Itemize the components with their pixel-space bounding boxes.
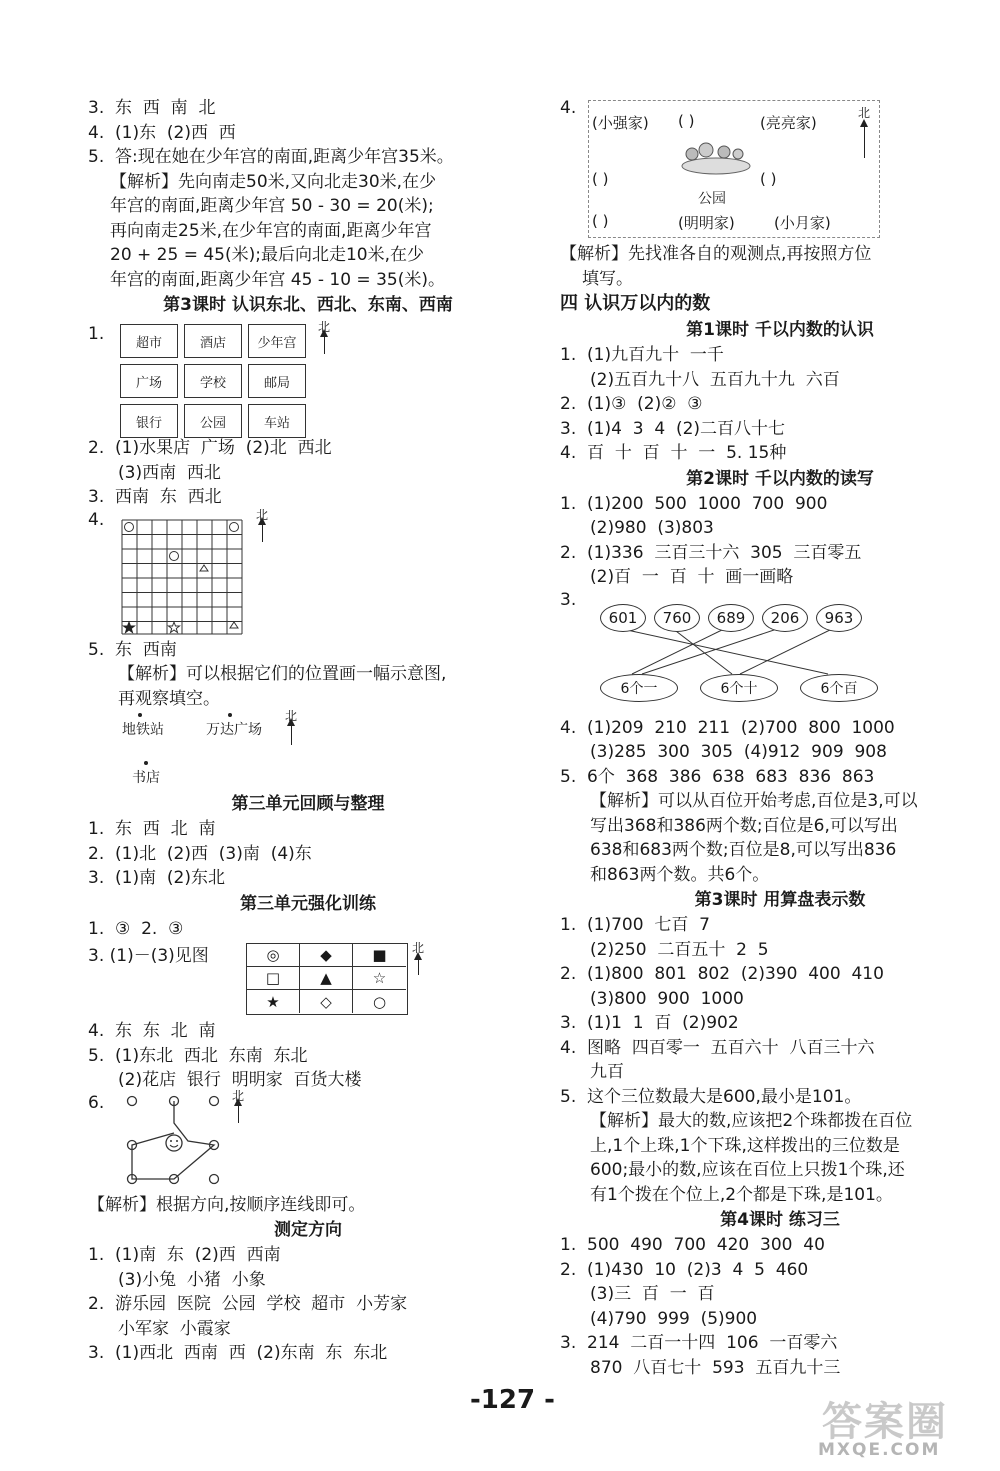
grid-place-cell: 学校 (184, 364, 242, 398)
answer-line: 2. (1)水果店 广场 (2)北 西北 (88, 438, 332, 458)
question-number: 3. (560, 589, 577, 610)
answer-line: 小军家 小霞家 (118, 1318, 231, 1339)
north-label: 北 (412, 941, 425, 955)
answer-line: 870 八百七十 593 五百九十三 (590, 1357, 841, 1378)
house-map-question (560, 96, 1000, 242)
analysis-line: 年宫的南面,距离少年宫 45 - 10 = 35(米)。 (110, 269, 445, 290)
answer-line: 4. 百 十 百 十 一 5. 15种 (560, 443, 787, 463)
route-diagram (88, 1088, 528, 1193)
grid-place-cell: 车站 (248, 404, 306, 438)
star-icon (124, 622, 135, 633)
circle-icon (125, 522, 134, 531)
circle-icon (230, 522, 239, 531)
answer-line: 3. (1)－(3)见图 (88, 946, 209, 966)
answer-line: (3)800 900 1000 (590, 988, 744, 1009)
grid-place-cell: 少年宫 (248, 324, 306, 358)
answer-line: (2)五百九十八 五百九十九 六百 (590, 369, 840, 390)
answer-line: 1. (1)200 500 1000 700 900 (560, 493, 828, 514)
grid-board-question (88, 507, 528, 638)
answer-line: 2. (1)336 三百三十六 305 三百零五 (560, 542, 862, 563)
analysis-line: 【解析】根据方向,按顺序连线即可。 (88, 1194, 366, 1215)
answer-line: 3. (1)4 3 4 (2)二百八十七 (560, 418, 786, 439)
answer-line: 2. (1)430 10 (2)3 4 5 460 (560, 1259, 809, 1280)
analysis-line: 写出368和386两个数;百位是6,可以写出 (590, 815, 898, 836)
place-value-leaf: 6个十 (700, 674, 778, 702)
park-label: 公园 (698, 191, 726, 207)
unit-heading: 第三单元强化训练 (240, 893, 376, 914)
analysis-line: 再向南走25米,在少年宫的南面,距离少年宫 (110, 220, 432, 241)
grid-place-cell: 公园 (184, 404, 242, 438)
analysis-line: 【解析】最大的数,应该把2个珠都拨在百位 (590, 1111, 913, 1131)
lesson-heading: 第3课时 认识东北、西北、东南、西南 (163, 295, 453, 315)
answer-line: 1. 500 490 700 420 300 40 (560, 1235, 825, 1255)
answer-line: 5. 东 西南 (88, 639, 177, 660)
number-bubble: 963 (816, 604, 862, 632)
triangle-icon (230, 622, 238, 628)
grid-place-cell: 邮局 (248, 364, 306, 398)
answer-line: 1. 东 西 北 南 (88, 819, 216, 839)
point-icon (228, 713, 232, 717)
answer-line: (4)790 999 (5)900 (590, 1308, 758, 1329)
lesson-heading: 第3课时 用算盘表示数 (694, 890, 866, 910)
place-value-leaf: 6个一 (600, 674, 678, 702)
number-bubble: 689 (708, 604, 754, 632)
answer-line: 5. 答:现在她在少年宫的南面,距离少年宫35米。 (88, 147, 454, 167)
shape-cell: ☆ (353, 967, 406, 990)
map-grid-question (88, 318, 528, 436)
home-label: (小强家) (592, 114, 649, 132)
grid-place-cell: 银行 (120, 404, 178, 438)
analysis-line: 20 + 25 = 45(米);最后向北走10米,在少 (110, 245, 425, 265)
shape-cell: ◆ (300, 944, 353, 967)
unit-heading: 测定方向 (274, 1220, 342, 1240)
place-label: 书店 (132, 770, 160, 786)
answer-line: 4. (1)209 210 211 (2)700 800 1000 (560, 717, 895, 738)
star-icon (169, 622, 180, 633)
answer-line: 3. 214 二百一十四 106 一百零六 (560, 1333, 838, 1353)
answer-line: 3. 东 西 南 北 (88, 98, 216, 118)
chapter-heading: 四 认识万以内的数 (560, 293, 711, 314)
lesson-heading: 第1课时 千以内数的认识 (686, 320, 874, 340)
answer-line: 4. (1)东 (2)西 西 (88, 122, 236, 143)
north-arrow-icon (291, 725, 292, 745)
analysis-line: 【解析】可以从百位开始考虑,百位是3,可以 (590, 791, 918, 811)
grid-place-cell: 超市 (120, 324, 178, 358)
triangle-icon (200, 565, 208, 571)
point-icon (138, 713, 142, 717)
watermark-url: MXQE.COM (818, 1440, 941, 1460)
analysis-line: 【解析】可以根据它们的位置画一幅示意图, (118, 664, 447, 684)
answer-line: (3)285 300 305 (4)912 909 908 (590, 742, 887, 762)
analysis-line: 年宫的南面,距离少年宫 50 - 30 = 20(米); (110, 196, 434, 216)
grid-board (120, 518, 244, 636)
sketch-map (88, 711, 528, 791)
answer-line: 2. 游乐园 医院 公园 学校 超市 小芳家 (88, 1294, 408, 1314)
answer-line: (2)百 一 百 十 画一画略 (590, 567, 794, 587)
north-label: 北 (318, 320, 331, 334)
blank-label: ( ) (592, 212, 609, 230)
answer-line: (3)三 百 一 百 (590, 1284, 715, 1304)
home-label: (小月家) (774, 214, 831, 232)
north-label: 北 (256, 507, 269, 522)
answer-line: 2. (1)③ (2)② ③ (560, 394, 703, 414)
answer-line: 3. (1)1 1 百 (2)902 (560, 1013, 739, 1033)
blank-label: ( ) (678, 112, 695, 130)
question-number: 1. (88, 324, 105, 344)
page-number: -127 - (470, 1385, 555, 1415)
place-label: 万达广场 (206, 722, 262, 738)
analysis-line: 638和683两个数;百位是8,可以写出836 (590, 840, 897, 860)
number-bubble: 760 (654, 604, 700, 632)
north-arrow-icon (418, 959, 419, 975)
answer-line: (2)980 (3)803 (590, 518, 714, 538)
right-column (560, 96, 1000, 1380)
answer-line: 1. (1)南 东 (2)西 西南 (88, 1245, 281, 1265)
analysis-line: 【解析】先找准各自的观测点,再按照方位 (560, 244, 872, 264)
shape-cell: ◎ (247, 944, 300, 967)
unit-heading: 第三单元回顾与整理 (231, 794, 385, 814)
north-label: 北 (858, 106, 871, 120)
north-label: 北 (285, 709, 298, 723)
answer-line: 3. (1)西北 西南 西 (2)东南 东 东北 (88, 1343, 388, 1363)
answer-line: (2)花店 银行 明明家 百货大楼 (118, 1070, 362, 1090)
answer-line: 2. (1)800 801 802 (2)390 400 410 (560, 964, 884, 984)
north-arrow-icon (864, 126, 865, 158)
question-number: 4. (88, 509, 105, 530)
shape-cell: ★ (247, 990, 300, 1013)
answer-line: (3)小兔 小猪 小象 (118, 1269, 266, 1290)
analysis-line: 600;最小的数,应该在百位上只拨1个珠,还 (590, 1160, 905, 1180)
shape-grid (246, 943, 408, 1015)
answer-line: (3)西南 西北 (118, 462, 221, 483)
park-icon (676, 138, 756, 176)
lesson-heading: 第2课时 千以内数的读写 (686, 468, 874, 489)
blank-label: ( ) (760, 170, 777, 188)
answer-line: 4. 图略 四百零一 五百六十 八百三十六 (560, 1037, 875, 1058)
question-number: 6. (88, 1092, 105, 1113)
place-value-leaf: 6个百 (800, 674, 878, 702)
answer-line: 5. 6个 368 386 638 683 836 863 (560, 766, 875, 787)
north-arrow-icon (238, 1105, 239, 1123)
answer-line: 4. 东 东 北 南 (88, 1021, 216, 1041)
analysis-line: 和863两个数。共6个。 (590, 864, 770, 885)
place-label: 地铁站 (122, 722, 164, 738)
shape-cell: ◇ (300, 990, 353, 1013)
analysis-line: 有1个拨在个位上,2个都是下珠,是101。 (590, 1184, 893, 1205)
shape-cell: ▲ (300, 967, 353, 990)
north-arrow-icon (324, 336, 325, 354)
answer-line: (2)250 二百五十 2 5 (590, 939, 769, 960)
analysis-line: 填写。 (582, 268, 633, 289)
home-label: (亮亮家) (760, 114, 817, 132)
answer-line: 3. 西南 东 西北 (88, 487, 222, 507)
lesson-heading: 第4课时 练习三 (720, 1210, 840, 1230)
watermark: 答案圈 (822, 1399, 948, 1445)
north-arrow-icon (262, 524, 263, 542)
north-label: 北 (232, 1088, 245, 1103)
question-number: 4. (560, 98, 577, 118)
shape-cell: □ (247, 967, 300, 990)
answer-line: 2. (1)北 (2)西 (3)南 (4)东 (88, 843, 312, 864)
analysis-line: 再观察填空。 (118, 688, 220, 709)
number-bubble: 601 (600, 604, 646, 632)
blank-label: ( ) (592, 170, 609, 188)
shape-grid-question (88, 941, 528, 1019)
left-column (88, 96, 528, 1366)
home-label: (明明家) (678, 214, 735, 232)
shape-cell: ■ (353, 944, 406, 967)
analysis-line: 【解析】先向南走50米,又向北走30米,在少 (110, 171, 437, 192)
answer-line: 九百 (590, 1062, 624, 1082)
circle-icon (170, 551, 179, 560)
answer-line: 5. (1)东北 西北 东南 东北 (88, 1045, 308, 1066)
answer-line: 5. 这个三位数最大是600,最小是101。 (560, 1086, 862, 1107)
shape-cell: ○ (372, 992, 387, 1011)
matching-question (560, 590, 1000, 716)
answer-line: 1. (1)九百九十 一千 (560, 345, 724, 365)
grid-place-cell: 广场 (120, 364, 178, 398)
grid-place-cell: 酒店 (184, 324, 242, 358)
analysis-line: 上,1个上珠,1个下珠,这样拨出的三位数是 (590, 1135, 900, 1156)
route-lines (118, 1093, 228, 1189)
answer-line: 3. (1)南 (2)东北 (88, 868, 225, 888)
point-icon (144, 761, 148, 765)
answer-line: 1. (1)700 七百 7 (560, 915, 710, 935)
answer-line: 1. ③ 2. ③ (88, 918, 184, 939)
number-bubble: 206 (762, 604, 808, 632)
